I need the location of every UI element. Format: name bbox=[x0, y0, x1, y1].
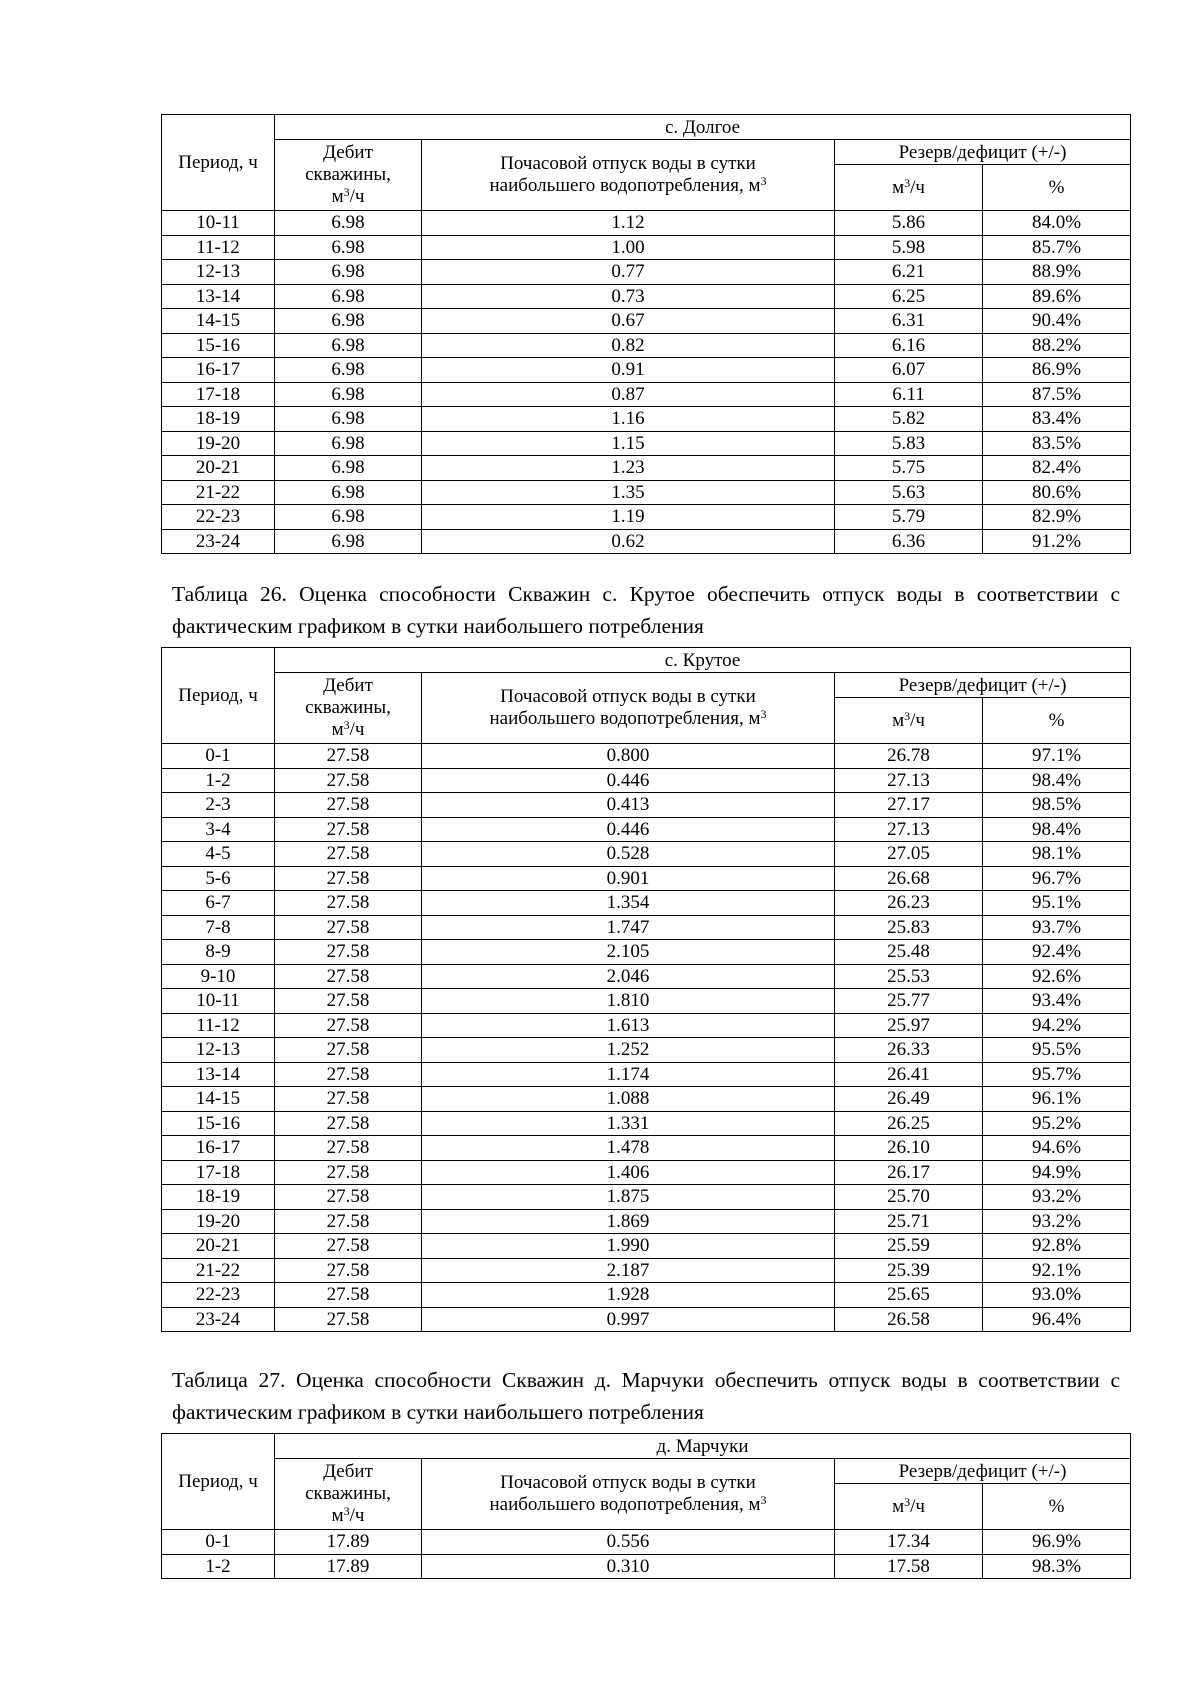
reserve-cell: 17.34 bbox=[835, 1530, 983, 1555]
reserve-cell: 27.05 bbox=[835, 842, 983, 867]
release-cell: 0.310 bbox=[422, 1554, 835, 1579]
table-row bbox=[162, 989, 1131, 1014]
location-header: с. Крутое bbox=[275, 648, 1131, 673]
percent-cell: 87.5% bbox=[983, 382, 1131, 407]
percent-cell: 93.2% bbox=[983, 1185, 1131, 1210]
table-row bbox=[162, 309, 1131, 334]
debit-cell: 6.98 bbox=[275, 309, 422, 334]
water-table bbox=[161, 114, 1131, 554]
reserve-header: Резерв/дефицит (+/-) bbox=[835, 673, 1131, 698]
debit-cell: 27.58 bbox=[275, 989, 422, 1014]
percent-cell: 92.6% bbox=[983, 964, 1131, 989]
release-cell: 0.528 bbox=[422, 842, 835, 867]
percent-cell: 80.6% bbox=[983, 480, 1131, 505]
table-row bbox=[162, 260, 1131, 285]
percent-cell: 96.1% bbox=[983, 1087, 1131, 1112]
debit-cell: 6.98 bbox=[275, 333, 422, 358]
percent-cell: 88.2% bbox=[983, 333, 1131, 358]
percent-cell: 98.1% bbox=[983, 842, 1131, 867]
period-cell: 15-16 bbox=[162, 333, 275, 358]
table-row bbox=[162, 1111, 1131, 1136]
percent-cell: 94.9% bbox=[983, 1160, 1131, 1185]
table-row bbox=[162, 1013, 1131, 1038]
reserve-cell: 17.58 bbox=[835, 1554, 983, 1579]
debit-cell: 27.58 bbox=[275, 1283, 422, 1308]
period-cell: 16-17 bbox=[162, 358, 275, 383]
debit-label-line2: скважины, bbox=[305, 164, 391, 185]
percent-cell: 83.5% bbox=[983, 431, 1131, 456]
debit-cell: 27.58 bbox=[275, 842, 422, 867]
table-row bbox=[162, 333, 1131, 358]
table-row bbox=[162, 891, 1131, 916]
table-row bbox=[162, 284, 1131, 309]
table-row bbox=[162, 793, 1131, 818]
release-cell: 0.901 bbox=[422, 866, 835, 891]
reserve-cell: 6.36 bbox=[835, 529, 983, 554]
period-cell: 19-20 bbox=[162, 1209, 275, 1234]
release-cell: 1.35 bbox=[422, 480, 835, 505]
reserve-cell: 26.33 bbox=[835, 1038, 983, 1063]
percent-cell: 83.4% bbox=[983, 407, 1131, 432]
percent-cell: 98.5% bbox=[983, 793, 1131, 818]
release-label-line1: Почасовой отпуск воды в сутки bbox=[500, 153, 756, 174]
reserve-unit-base: м bbox=[892, 1496, 905, 1517]
reserve-cell: 6.11 bbox=[835, 382, 983, 407]
release-cell: 0.446 bbox=[422, 817, 835, 842]
reserve-cell: 5.75 bbox=[835, 456, 983, 481]
percent-cell: 89.6% bbox=[983, 284, 1131, 309]
debit-unit-base: м bbox=[331, 186, 344, 207]
debit-unit-exp: 3 bbox=[343, 185, 350, 199]
release-cell: 1.406 bbox=[422, 1160, 835, 1185]
period-cell: 6-7 bbox=[162, 891, 275, 916]
period-cell: 7-8 bbox=[162, 915, 275, 940]
period-cell: 23-24 bbox=[162, 1307, 275, 1332]
reserve-cell: 26.68 bbox=[835, 866, 983, 891]
debit-unit-tail: /ч bbox=[349, 186, 365, 207]
percent-cell: 96.7% bbox=[983, 866, 1131, 891]
period-cell: 13-14 bbox=[162, 1062, 275, 1087]
release-cell: 1.875 bbox=[422, 1185, 835, 1210]
table-row bbox=[162, 382, 1131, 407]
period-cell: 21-22 bbox=[162, 1258, 275, 1283]
reserve-cell: 25.77 bbox=[835, 989, 983, 1014]
percent-cell: 98.4% bbox=[983, 817, 1131, 842]
debit-cell: 6.98 bbox=[275, 407, 422, 432]
release-cell: 1.174 bbox=[422, 1062, 835, 1087]
table-row bbox=[162, 480, 1131, 505]
reserve-cell: 25.83 bbox=[835, 915, 983, 940]
debit-header bbox=[275, 1459, 422, 1530]
period-cell: 8-9 bbox=[162, 940, 275, 965]
period-cell: 0-1 bbox=[162, 1530, 275, 1555]
release-cell: 0.62 bbox=[422, 529, 835, 554]
debit-cell: 6.98 bbox=[275, 382, 422, 407]
reserve-unit-header bbox=[835, 1484, 983, 1530]
reserve-cell: 5.98 bbox=[835, 235, 983, 260]
release-cell: 0.997 bbox=[422, 1307, 835, 1332]
percent-cell: 97.1% bbox=[983, 744, 1131, 769]
period-cell: 11-12 bbox=[162, 235, 275, 260]
release-unit-exp: 3 bbox=[760, 707, 767, 721]
release-cell: 2.046 bbox=[422, 964, 835, 989]
percent-cell: 93.2% bbox=[983, 1209, 1131, 1234]
percent-cell: 86.9% bbox=[983, 358, 1131, 383]
percent-cell: 93.4% bbox=[983, 989, 1131, 1014]
percent-cell: 92.4% bbox=[983, 940, 1131, 965]
period-cell: 17-18 bbox=[162, 382, 275, 407]
period-cell: 13-14 bbox=[162, 284, 275, 309]
release-cell: 1.19 bbox=[422, 505, 835, 530]
reserve-unit-tail: /ч bbox=[910, 710, 925, 731]
release-header bbox=[422, 673, 835, 744]
debit-cell: 27.58 bbox=[275, 1258, 422, 1283]
period-cell: 12-13 bbox=[162, 260, 275, 285]
period-header: Период, ч bbox=[162, 115, 275, 211]
debit-cell: 27.58 bbox=[275, 1087, 422, 1112]
period-cell: 17-18 bbox=[162, 1160, 275, 1185]
reserve-cell: 27.13 bbox=[835, 768, 983, 793]
reserve-cell: 27.13 bbox=[835, 817, 983, 842]
percent-cell: 98.4% bbox=[983, 768, 1131, 793]
reserve-cell: 6.16 bbox=[835, 333, 983, 358]
percent-cell: 96.4% bbox=[983, 1307, 1131, 1332]
reserve-unit-header bbox=[835, 165, 983, 211]
period-cell: 1-2 bbox=[162, 1554, 275, 1579]
percent-cell: 95.2% bbox=[983, 1111, 1131, 1136]
percent-cell: 82.4% bbox=[983, 456, 1131, 481]
debit-cell: 27.58 bbox=[275, 1234, 422, 1259]
period-cell: 14-15 bbox=[162, 1087, 275, 1112]
release-cell: 1.15 bbox=[422, 431, 835, 456]
release-unit-exp: 3 bbox=[760, 174, 767, 188]
period-cell: 20-21 bbox=[162, 1234, 275, 1259]
release-cell: 0.556 bbox=[422, 1530, 835, 1555]
debit-unit-base: м bbox=[331, 1505, 344, 1526]
table-row bbox=[162, 431, 1131, 456]
table-row bbox=[162, 1136, 1131, 1161]
release-cell: 1.12 bbox=[422, 211, 835, 236]
period-cell: 10-11 bbox=[162, 989, 275, 1014]
table-row bbox=[162, 1258, 1131, 1283]
reserve-cell: 6.25 bbox=[835, 284, 983, 309]
debit-cell: 27.58 bbox=[275, 891, 422, 916]
debit-cell: 6.98 bbox=[275, 358, 422, 383]
release-cell: 1.16 bbox=[422, 407, 835, 432]
debit-cell: 27.58 bbox=[275, 1038, 422, 1063]
reserve-cell: 26.58 bbox=[835, 1307, 983, 1332]
percent-cell: 93.7% bbox=[983, 915, 1131, 940]
period-cell: 18-19 bbox=[162, 407, 275, 432]
release-cell: 0.82 bbox=[422, 333, 835, 358]
release-cell: 1.869 bbox=[422, 1209, 835, 1234]
table-row bbox=[162, 744, 1131, 769]
reserve-header: Резерв/дефицит (+/-) bbox=[835, 140, 1131, 165]
release-cell: 1.928 bbox=[422, 1283, 835, 1308]
table-row bbox=[162, 358, 1131, 383]
release-cell: 1.747 bbox=[422, 915, 835, 940]
table-row bbox=[162, 1234, 1131, 1259]
reserve-cell: 6.31 bbox=[835, 309, 983, 334]
reserve-unit-exp: 3 bbox=[904, 176, 911, 190]
percent-cell: 92.1% bbox=[983, 1258, 1131, 1283]
reserve-cell: 25.65 bbox=[835, 1283, 983, 1308]
debit-cell: 6.98 bbox=[275, 260, 422, 285]
debit-unit-exp: 3 bbox=[343, 1504, 350, 1518]
release-cell: 1.354 bbox=[422, 891, 835, 916]
reserve-cell: 5.86 bbox=[835, 211, 983, 236]
debit-cell: 6.98 bbox=[275, 529, 422, 554]
reserve-unit-header bbox=[835, 698, 983, 744]
debit-label-line1: Дебит bbox=[323, 675, 373, 696]
release-cell: 1.990 bbox=[422, 1234, 835, 1259]
reserve-cell: 27.17 bbox=[835, 793, 983, 818]
percent-cell: 82.9% bbox=[983, 505, 1131, 530]
debit-cell: 27.58 bbox=[275, 1013, 422, 1038]
percent-cell: 88.9% bbox=[983, 260, 1131, 285]
table-row bbox=[162, 1087, 1131, 1112]
debit-cell: 27.58 bbox=[275, 1062, 422, 1087]
period-cell: 22-23 bbox=[162, 505, 275, 530]
debit-cell: 27.58 bbox=[275, 1160, 422, 1185]
debit-cell: 27.58 bbox=[275, 964, 422, 989]
reserve-cell: 5.82 bbox=[835, 407, 983, 432]
debit-cell: 27.58 bbox=[275, 1307, 422, 1332]
release-cell: 1.088 bbox=[422, 1087, 835, 1112]
table-row bbox=[162, 1209, 1131, 1234]
debit-cell: 27.58 bbox=[275, 768, 422, 793]
period-cell: 2-3 bbox=[162, 793, 275, 818]
release-cell: 0.77 bbox=[422, 260, 835, 285]
release-cell: 1.613 bbox=[422, 1013, 835, 1038]
percent-cell: 84.0% bbox=[983, 211, 1131, 236]
reserve-unit-base: м bbox=[892, 177, 905, 198]
debit-cell: 6.98 bbox=[275, 456, 422, 481]
period-cell: 5-6 bbox=[162, 866, 275, 891]
debit-cell: 27.58 bbox=[275, 744, 422, 769]
period-cell: 9-10 bbox=[162, 964, 275, 989]
reserve-header: Резерв/дефицит (+/-) bbox=[835, 1459, 1131, 1484]
table-row bbox=[162, 1185, 1131, 1210]
debit-cell: 6.98 bbox=[275, 431, 422, 456]
release-label-line1: Почасовой отпуск воды в сутки bbox=[500, 686, 756, 707]
reserve-cell: 26.23 bbox=[835, 891, 983, 916]
period-cell: 4-5 bbox=[162, 842, 275, 867]
release-cell: 1.252 bbox=[422, 1038, 835, 1063]
debit-label-line1: Дебит bbox=[323, 1461, 373, 1482]
release-cell: 0.67 bbox=[422, 309, 835, 334]
debit-cell: 27.58 bbox=[275, 1111, 422, 1136]
reserve-unit-tail: /ч bbox=[910, 177, 925, 198]
percent-header: % bbox=[983, 165, 1131, 211]
reserve-cell: 26.41 bbox=[835, 1062, 983, 1087]
reserve-cell: 25.71 bbox=[835, 1209, 983, 1234]
reserve-cell: 6.07 bbox=[835, 358, 983, 383]
table-row bbox=[162, 1530, 1131, 1555]
percent-cell: 85.7% bbox=[983, 235, 1131, 260]
table-row bbox=[162, 940, 1131, 965]
debit-cell: 27.58 bbox=[275, 940, 422, 965]
debit-label-line2: скважины, bbox=[305, 697, 391, 718]
table-row bbox=[162, 866, 1131, 891]
period-cell: 22-23 bbox=[162, 1283, 275, 1308]
percent-cell: 95.1% bbox=[983, 891, 1131, 916]
period-cell: 1-2 bbox=[162, 768, 275, 793]
reserve-cell: 26.17 bbox=[835, 1160, 983, 1185]
table-row bbox=[162, 235, 1131, 260]
reserve-cell: 25.97 bbox=[835, 1013, 983, 1038]
period-cell: 19-20 bbox=[162, 431, 275, 456]
release-cell: 0.446 bbox=[422, 768, 835, 793]
debit-cell: 27.58 bbox=[275, 866, 422, 891]
table-row bbox=[162, 1038, 1131, 1063]
release-cell: 1.478 bbox=[422, 1136, 835, 1161]
table-row bbox=[162, 529, 1131, 554]
percent-cell: 90.4% bbox=[983, 309, 1131, 334]
reserve-cell: 25.70 bbox=[835, 1185, 983, 1210]
release-header bbox=[422, 1459, 835, 1530]
reserve-cell: 5.63 bbox=[835, 480, 983, 505]
debit-cell: 6.98 bbox=[275, 505, 422, 530]
reserve-unit-exp: 3 bbox=[904, 1495, 911, 1509]
reserve-cell: 6.21 bbox=[835, 260, 983, 285]
period-cell: 15-16 bbox=[162, 1111, 275, 1136]
debit-unit-base: м bbox=[331, 719, 344, 740]
table-row bbox=[162, 915, 1131, 940]
release-cell: 1.00 bbox=[422, 235, 835, 260]
debit-header bbox=[275, 673, 422, 744]
location-header: д. Марчуки bbox=[275, 1434, 1131, 1459]
percent-cell: 95.5% bbox=[983, 1038, 1131, 1063]
debit-unit-exp: 3 bbox=[343, 718, 350, 732]
table-row bbox=[162, 1062, 1131, 1087]
table-row bbox=[162, 1307, 1131, 1332]
reserve-unit-exp: 3 bbox=[904, 709, 911, 723]
debit-cell: 27.58 bbox=[275, 817, 422, 842]
release-label-line2: наибольшего водопотребления, м bbox=[489, 1494, 761, 1515]
debit-label-line1: Дебит bbox=[323, 142, 373, 163]
period-header: Период, ч bbox=[162, 1434, 275, 1530]
period-cell: 10-11 bbox=[162, 211, 275, 236]
reserve-cell: 26.78 bbox=[835, 744, 983, 769]
reserve-unit-base: м bbox=[892, 710, 905, 731]
debit-unit-tail: /ч bbox=[349, 719, 365, 740]
period-cell: 23-24 bbox=[162, 529, 275, 554]
reserve-cell: 25.59 bbox=[835, 1234, 983, 1259]
percent-cell: 91.2% bbox=[983, 529, 1131, 554]
table-row bbox=[162, 211, 1131, 236]
debit-header bbox=[275, 140, 422, 211]
percent-header: % bbox=[983, 698, 1131, 744]
release-cell: 2.187 bbox=[422, 1258, 835, 1283]
release-label-line1: Почасовой отпуск воды в сутки bbox=[500, 1472, 756, 1493]
table-row bbox=[162, 964, 1131, 989]
debit-cell: 17.89 bbox=[275, 1554, 422, 1579]
period-cell: 0-1 bbox=[162, 744, 275, 769]
debit-cell: 17.89 bbox=[275, 1530, 422, 1555]
percent-header: % bbox=[983, 1484, 1131, 1530]
period-cell: 14-15 bbox=[162, 309, 275, 334]
table-row bbox=[162, 1283, 1131, 1308]
debit-label-line2: скважины, bbox=[305, 1483, 391, 1504]
release-cell: 0.91 bbox=[422, 358, 835, 383]
release-cell: 0.73 bbox=[422, 284, 835, 309]
reserve-cell: 5.79 bbox=[835, 505, 983, 530]
table-row bbox=[162, 1160, 1131, 1185]
debit-cell: 27.58 bbox=[275, 915, 422, 940]
release-label-line2: наибольшего водопотребления, м bbox=[489, 175, 761, 196]
release-cell: 1.331 bbox=[422, 1111, 835, 1136]
debit-cell: 27.58 bbox=[275, 1209, 422, 1234]
release-unit-exp: 3 bbox=[760, 1493, 767, 1507]
reserve-cell: 26.25 bbox=[835, 1111, 983, 1136]
reserve-cell: 25.53 bbox=[835, 964, 983, 989]
debit-cell: 6.98 bbox=[275, 480, 422, 505]
period-cell: 12-13 bbox=[162, 1038, 275, 1063]
table-row bbox=[162, 1554, 1131, 1579]
release-cell: 1.23 bbox=[422, 456, 835, 481]
debit-cell: 27.58 bbox=[275, 1185, 422, 1210]
percent-cell: 92.8% bbox=[983, 1234, 1131, 1259]
period-cell: 18-19 bbox=[162, 1185, 275, 1210]
period-cell: 21-22 bbox=[162, 480, 275, 505]
reserve-cell: 25.48 bbox=[835, 940, 983, 965]
table-caption: Таблица 27. Оценка способности Скважин д. Марчуки обеспечить отпуск воды в соответствии с фактическим графиком в сутки наибольшего потребления bbox=[172, 1368, 1120, 1424]
period-cell: 11-12 bbox=[162, 1013, 275, 1038]
water-table bbox=[161, 1433, 1131, 1579]
percent-cell: 98.3% bbox=[983, 1554, 1131, 1579]
release-cell: 0.87 bbox=[422, 382, 835, 407]
debit-cell: 6.98 bbox=[275, 284, 422, 309]
debit-unit-tail: /ч bbox=[349, 1505, 365, 1526]
reserve-unit-tail: /ч bbox=[910, 1496, 925, 1517]
percent-cell: 93.0% bbox=[983, 1283, 1131, 1308]
percent-cell: 94.2% bbox=[983, 1013, 1131, 1038]
release-header bbox=[422, 140, 835, 211]
period-cell: 20-21 bbox=[162, 456, 275, 481]
reserve-cell: 26.10 bbox=[835, 1136, 983, 1161]
percent-cell: 94.6% bbox=[983, 1136, 1131, 1161]
water-table bbox=[161, 647, 1131, 1332]
debit-cell: 6.98 bbox=[275, 211, 422, 236]
table-row bbox=[162, 456, 1131, 481]
release-label-line2: наибольшего водопотребления, м bbox=[489, 708, 761, 729]
release-cell: 1.810 bbox=[422, 989, 835, 1014]
debit-cell: 27.58 bbox=[275, 793, 422, 818]
reserve-cell: 5.83 bbox=[835, 431, 983, 456]
release-cell: 0.800 bbox=[422, 744, 835, 769]
release-cell: 0.413 bbox=[422, 793, 835, 818]
table-caption: Таблица 26. Оценка способности Скважин с. Крутое обеспечить отпуск воды в соответствии с фактическим графиком в сутки наибольшего потребления bbox=[172, 582, 1120, 638]
table-row bbox=[162, 407, 1131, 432]
debit-cell: 27.58 bbox=[275, 1136, 422, 1161]
debit-cell: 6.98 bbox=[275, 235, 422, 260]
release-cell: 2.105 bbox=[422, 940, 835, 965]
period-cell: 16-17 bbox=[162, 1136, 275, 1161]
percent-cell: 96.9% bbox=[983, 1530, 1131, 1555]
table-row bbox=[162, 505, 1131, 530]
period-header: Период, ч bbox=[162, 648, 275, 744]
reserve-cell: 26.49 bbox=[835, 1087, 983, 1112]
table-row bbox=[162, 817, 1131, 842]
reserve-cell: 25.39 bbox=[835, 1258, 983, 1283]
location-header: с. Долгое bbox=[275, 115, 1131, 140]
table-row bbox=[162, 768, 1131, 793]
percent-cell: 95.7% bbox=[983, 1062, 1131, 1087]
table-row bbox=[162, 842, 1131, 867]
period-cell: 3-4 bbox=[162, 817, 275, 842]
